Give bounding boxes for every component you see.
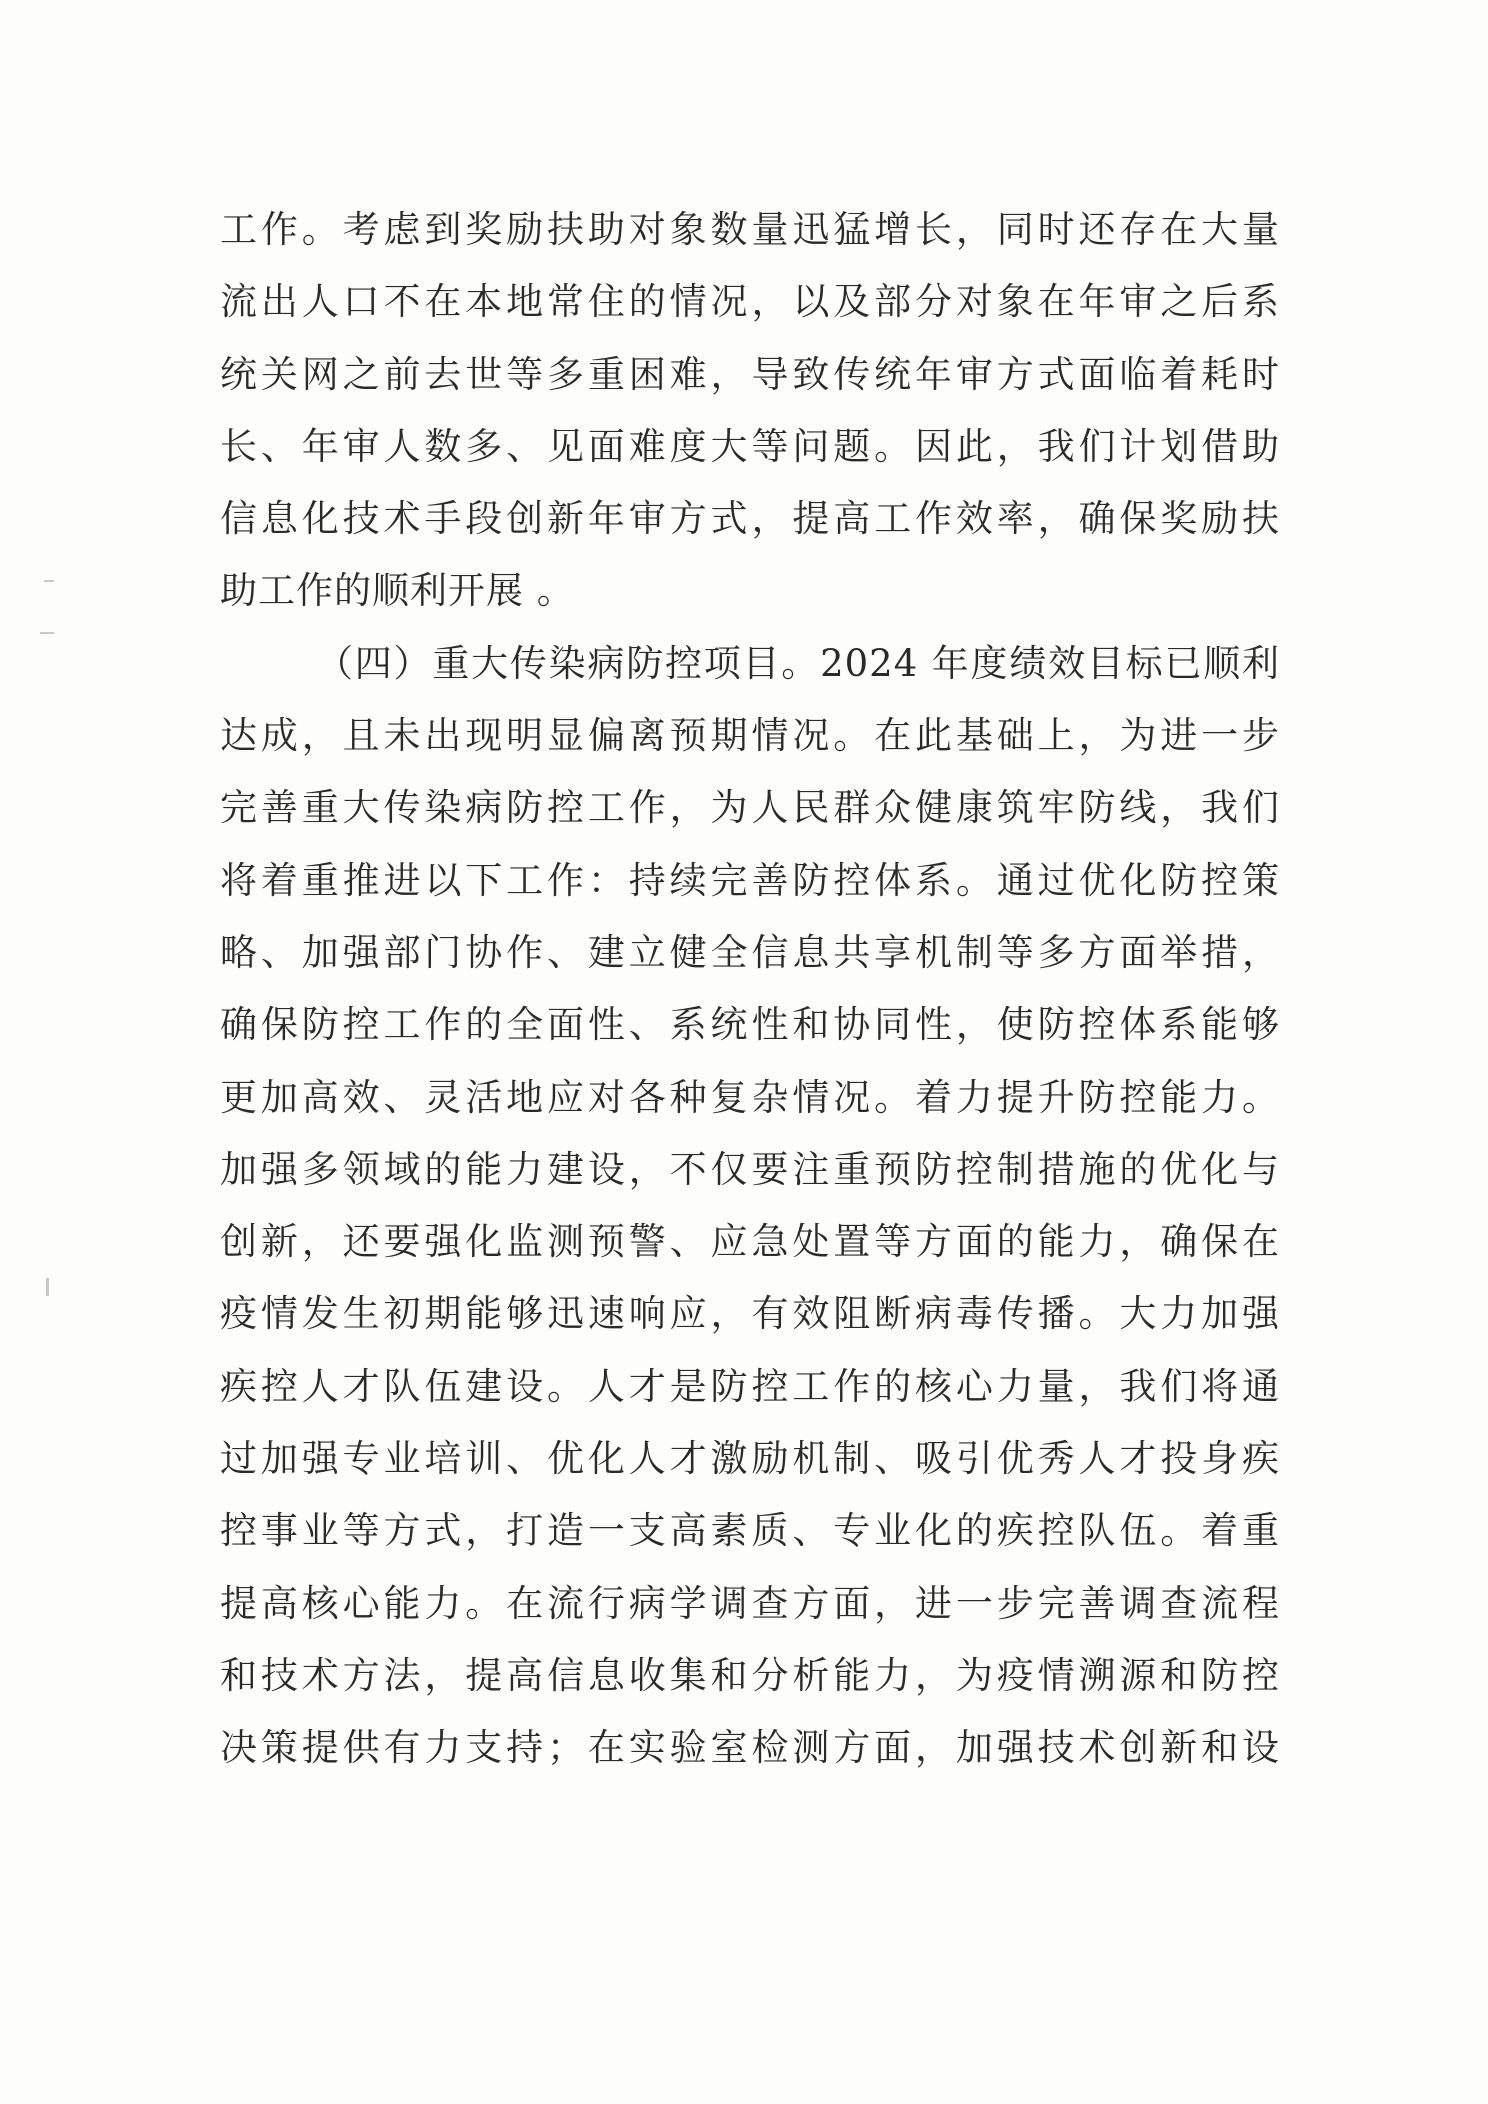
text-line: 确保防控工作的全面性、系统性和协同性，使防控体系能够	[220, 1003, 1280, 1047]
text-line: 流出人口不在本地常住的情况，以及部分对象在年审之后系	[220, 280, 1280, 324]
text-line: 疾控人才队伍建设。人才是防控工作的核心力量，我们将通	[220, 1364, 1280, 1408]
text-line: 助工作的顺利开展 。	[220, 569, 575, 613]
text-line: 统关网之前去世等多重困难，导致传统年审方式面临着耗时	[220, 352, 1280, 396]
text-line: 达成，且未出现明显偏离预期情况。在此基础上，为进一步	[220, 714, 1280, 758]
text-line: 信息化技术手段创新年审方式，提高工作效率，确保奖励扶	[220, 497, 1280, 541]
scan-artifact-mark	[40, 632, 54, 634]
text-line: 加强多领域的能力建设，不仅要注重预防控制措施的优化与	[220, 1147, 1280, 1191]
body-text	[220, 194, 1280, 1785]
text-line: 和技术方法，提高信息收集和分析能力，为疫情溯源和防控	[220, 1653, 1280, 1697]
text-line: 略、加强部门协作、建立健全信息共享机制等多方面举措，	[220, 930, 1280, 974]
text-line: 疫情发生初期能够迅速响应，有效阻断病毒传播。大力加强	[220, 1292, 1280, 1336]
text-line: 更加高效、灵活地应对各种复杂情况。着力提升防控能力。	[220, 1075, 1280, 1119]
section-heading-line: （四）重大传染病防控项目。2024 年度绩效目标已顺利	[316, 641, 1280, 685]
text-line: 工作。考虑到奖励扶助对象数量迅猛增长，同时还存在大量	[220, 208, 1280, 251]
text-line: 过加强专业培训、优化人才激励机制、吸引优秀人才投身疾	[220, 1437, 1280, 1481]
text-line: 完善重大传染病防控工作，为人民群众健康筑牢防线，我们	[220, 786, 1280, 830]
text-line: 创新，还要强化监测预警、应急处置等方面的能力，确保在	[220, 1220, 1280, 1264]
scan-artifact-mark	[44, 580, 54, 582]
text-line: 决策提供有力支持；在实验室检测方面，加强技术创新和设	[220, 1726, 1280, 1770]
text-line: 将着重推进以下工作：持续完善防控体系。通过优化防控策	[220, 858, 1280, 902]
text-line: 长、年审人数多、见面难度大等问题。因此，我们计划借助	[220, 424, 1280, 468]
text-line: 提高核心能力。在流行病学调查方面，进一步完善调查流程	[220, 1581, 1280, 1625]
text-line: 控事业等方式，打造一支高素质、专业化的疾控队伍。着重	[220, 1509, 1280, 1553]
scan-artifact-mark	[46, 1278, 49, 1296]
